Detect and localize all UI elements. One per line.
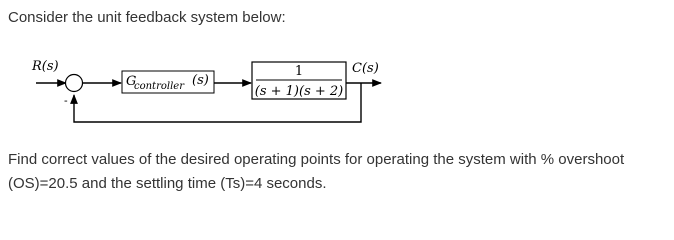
plant-numerator: 1 — [294, 64, 304, 79]
intro-text: Consider the unit feedback system below: — [8, 9, 286, 26]
controller-label: G — [126, 74, 137, 89]
plant-denominator: (s + 1)(s + 2) — [254, 84, 344, 99]
controller-subscript: controller — [134, 81, 184, 92]
question-text — [8, 148, 668, 196]
feedback-sign: - — [64, 95, 68, 107]
input-label: R(s) — [32, 59, 59, 74]
controller-arg: (s) — [192, 73, 209, 88]
question-line-1: Find correct values of the desired operating points for operating the system with % overshoot — [8, 151, 625, 168]
question-line-2: (OS)=20.5 and the settling time (Ts)=4 seconds. — [8, 175, 327, 192]
summing-junction — [66, 75, 83, 92]
output-label: C(s) — [352, 61, 379, 76]
